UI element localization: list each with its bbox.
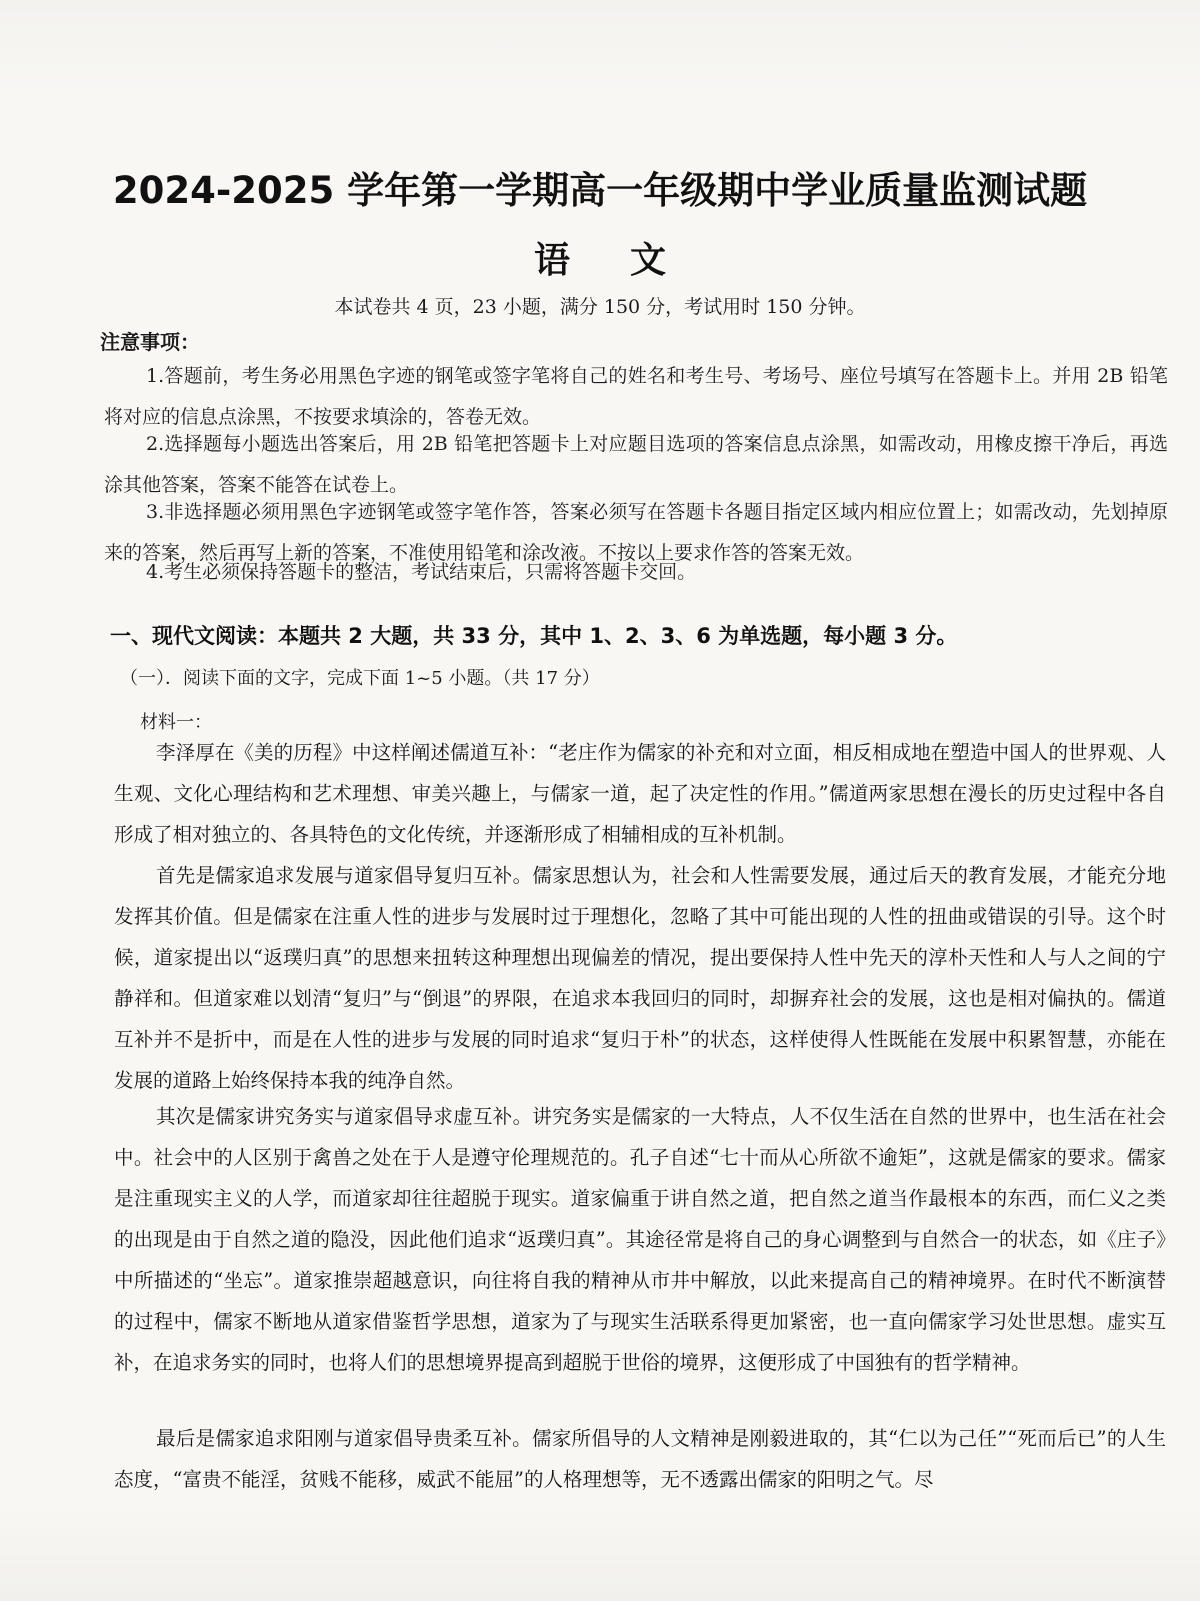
exam-title: 2024-2025 学年第一学期高一年级期中学业质量监测试题 (112, 169, 1088, 212)
exam-info: 本试卷共 4 页，23 小题，满分 150 分，考试用时 150 分钟。 (334, 296, 866, 318)
subsection-instruction: （一）．阅读下面的文字，完成下面 1~5 小题。（共 17 分） (120, 668, 600, 689)
note-item: 1.答题前，考生务必用黑色字迹的钢笔或签字笔将自己的姓名和考生号、考场号、座位号填写在答题卡上。并用 2B 铅笔将对应的信息点涂黑，不按要求填涂的，答卷无效。 (104, 365, 1168, 428)
reading-paragraph: 最后是儒家追求阳刚与道家倡导贵柔互补。儒家所倡导的人文精神是刚毅进取的，其“仁以为己任”“死而后已”的人生态度，“富贵不能淫，贫贱不能移，威武不能屈”的人格理想等，无不透露出儒家的阳明之气。尽 (114, 1427, 1166, 1491)
reading-paragraph: 首先是儒家追求发展与道家倡导复归互补。儒家思想认为，社会和人性需要发展，通过后天的教育发展，才能充分地发挥其价值。但是儒家在注重人性的进步与发展时过于理想化，忽略了其中可能出现的人性的扭曲或错误的引导。这个时候，道家提出以“返璞归真”的思想来扭转这种理想出现偏差的情况，提出要保持人性中先天的淳朴天性和人与人之间的宁静祥和。但道家难以划清“复归”与“倒退”的界限，在追求本我回归的同时，却摒弃社会的发展，这也是相对偏执的。儒道互补并不是折中，而是在人性的进步与发展的同时追求“复归于朴”的状态，这样使得人性既能在发展中积累智慧，亦能在发展的道路上始终保持本我的纯净自然。 (114, 864, 1166, 1092)
material-label: 材料一： (140, 712, 212, 733)
reading-paragraph: 其次是儒家讲究务实与道家倡导求虚互补。讲究务实是儒家的一大特点，人不仅生活在自然的世界中，也生活在社会中。社会中的人区别于禽兽之处在于人是遵守伦理规范的。孔子自述“七十而从心所欲不逾矩”，这就是儒家的要求。儒家是注重现实主义的人学，而道家却往往超脱于现实。道家偏重于讲自然之道，把自然之道当作最根本的东西，而仁义之类的出现是由于自然之道的隐没，因此他们追求“返璞归真”。其途径常是将自己的身心调整到与自然合一的状态，如《庄子》中所描述的“坐忘”。道家推崇超越意识，向往将自我的精神从市井中解放，以此来提高自己的精神境界。在时代不断演替的过程中，儒家不断地从道家借鉴哲学思想，道家为了与现实生活联系得更加紧密，也一直向儒家学习处世思想。虚实互补，在追求务实的同时，也将人们的思想境界提高到超脱于世俗的境界，这便形成了中国独有的哲学精神。 (114, 1105, 1166, 1374)
notes-heading: 注意事项： (100, 330, 200, 354)
note-item: 3.非选择题必须用黑色字迹钢笔或签字笔作答，答案必须写在答题卡各题目指定区域内相应位置上；如需改动，先划掉原来的答案，然后再写上新的答案，不准使用铅笔和涂改液。不按以上要求作答的答案无效。 (104, 501, 1168, 564)
subject-title: 语文 (533, 240, 726, 281)
note-item: 2.选择题每小题选出答案后，用 2B 铅笔把答题卡上对应题目选项的答案信息点涂黑，如需改动，用橡皮擦干净后，再选涂其他答案，答案不能答在试卷上。 (104, 433, 1168, 496)
reading-paragraph: 李泽厚在《美的历程》中这样阐述儒道互补：“老庄作为儒家的补充和对立面，相反相成地在塑造中国人的世界观、人生观、文化心理结构和艺术理想、审美兴趣上，与儒家一道，起了决定性的作用。”儒道两家思想在漫长的历史过程中各自形成了相对独立的、各具特色的文化传统，并逐渐形成了相辅相成的互补机制。 (114, 741, 1166, 846)
note-item: 4.考生必须保持答题卡的整洁，考试结束后，只需将答题卡交回。 (146, 561, 697, 583)
section-heading: 一、现代文阅读：本题共 2 大题，共 33 分，其中 1、2、3、6 为单选题，每小题 3 分。 (110, 624, 958, 648)
